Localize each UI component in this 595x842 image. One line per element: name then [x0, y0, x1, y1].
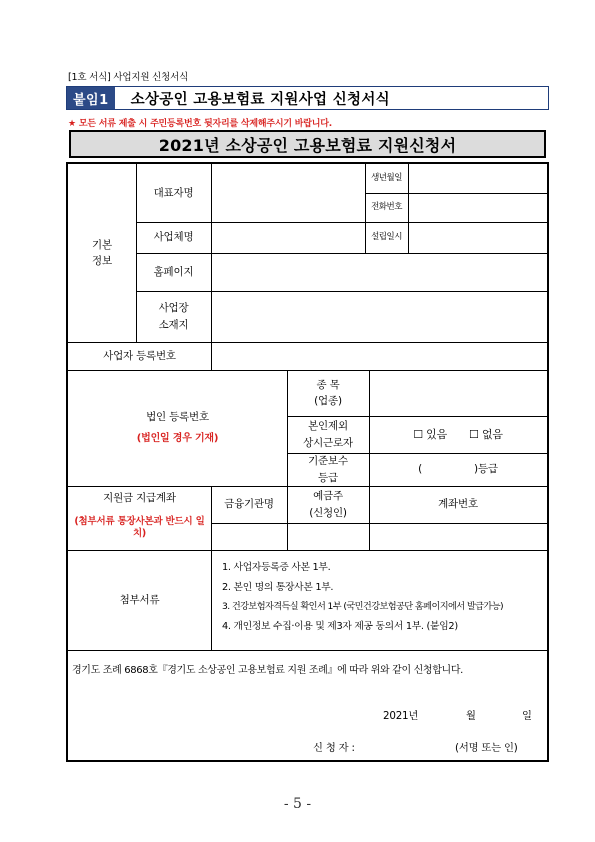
bank-field[interactable] — [211, 523, 287, 550]
applicant-label: 신 청 자 : — [313, 742, 355, 754]
grade-close: )등급 — [474, 463, 498, 476]
doc-item: 4. 개인정보 수집·이용 및 제3자 제공 동의서 1부. (붙임2) — [222, 620, 458, 632]
holder-label: 예금주 (신청인) — [309, 490, 347, 519]
date-day: 일 — [522, 710, 532, 722]
business-name-label: 사업체명 — [153, 231, 194, 244]
reg-number-field[interactable] — [211, 342, 547, 370]
phone-label: 전화번호 — [371, 201, 402, 212]
birth-date-field[interactable] — [408, 164, 547, 193]
attachments-label: 첨부서류 — [119, 593, 160, 606]
doc-item: 3. 건강보험자격득실 확인서 1부 (국민건강보험공단 홈페이지에서 발급가능) — [222, 601, 503, 612]
business-name-field[interactable] — [211, 222, 365, 253]
pay-grade-field[interactable] — [369, 453, 547, 486]
doc-item: 2. 본인 명의 통장사본 1부. — [222, 581, 334, 593]
yes-checkbox[interactable]: ☐ 있음 — [413, 427, 447, 441]
location-field[interactable] — [211, 291, 547, 342]
founded-field[interactable] — [408, 222, 547, 253]
corp-number-note: (법인일 경우 기재) — [136, 433, 219, 445]
corp-number-label: 법인 등록번호 — [146, 411, 209, 424]
page-number: - 5 - — [283, 796, 312, 812]
location-label: 사업장 소재지 — [158, 302, 189, 331]
attachment-list — [222, 558, 503, 636]
industry-field[interactable] — [369, 370, 547, 416]
pay-grade-label: 기준보수 등급 — [308, 455, 348, 484]
account-no-label: 계좌번호 — [438, 498, 478, 511]
reg-number-label: 사업자 등록번호 — [103, 349, 176, 362]
attachment-badge: 붙임1 — [67, 87, 115, 109]
homepage-label: 홈페이지 — [153, 265, 194, 278]
workers-options — [369, 416, 547, 453]
holder-field[interactable] — [287, 523, 369, 550]
statement-text: 경기도 조례 6868호『경기도 소상공인 고용보험료 지원 조례』에 따라 위와 같이 신청합니다. — [72, 665, 464, 676]
form-number-note: [1호 서식] 사업지원 신청서식 — [68, 72, 189, 83]
warning-line — [68, 116, 332, 129]
basic-info-label: 기본 정보 — [92, 238, 112, 267]
warning-text: 모든 서류 제출 시 주민등록번호 뒷자리를 삭제해주시기 바랍니다. — [78, 119, 332, 129]
form-title: 2021년 소상공인 고용보험료 지원신청서 — [69, 130, 546, 158]
phone-field[interactable] — [408, 193, 547, 222]
industry-label: 종 목 (업종) — [314, 378, 342, 407]
rep-name-label: 대표자명 — [153, 186, 194, 199]
homepage-field[interactable] — [211, 253, 547, 291]
date-month: 월 — [466, 710, 476, 722]
founded-label: 설립일시 — [371, 231, 402, 242]
doc-item: 1. 사업자등록증 사본 1부. — [222, 562, 331, 573]
grade-open: ( — [418, 463, 423, 476]
birth-date-label: 생년월일 — [371, 172, 402, 183]
account-note: (첨부서류 통장사본과 반드시 일치) — [74, 516, 205, 540]
signature-label: (서명 또는 인) — [455, 742, 518, 754]
account-no-field[interactable] — [369, 523, 547, 550]
account-label: 지원금 지급계좌 — [103, 492, 176, 504]
bank-label: 금융기관명 — [224, 498, 274, 511]
workers-label: 본인제외 상시근로자 — [303, 420, 353, 449]
no-checkbox[interactable]: ☐ 없음 — [469, 427, 503, 441]
star-icon: ★ — [68, 119, 76, 129]
rep-name-field[interactable] — [211, 164, 365, 222]
date-year: 2021년 — [383, 710, 419, 722]
row-divider — [68, 650, 547, 651]
page-title: 소상공인 고용보험료 지원사업 신청서식 — [130, 91, 390, 108]
title-box — [66, 86, 549, 110]
account-label-cell — [68, 486, 211, 550]
corp-number-label-cell — [68, 370, 287, 486]
